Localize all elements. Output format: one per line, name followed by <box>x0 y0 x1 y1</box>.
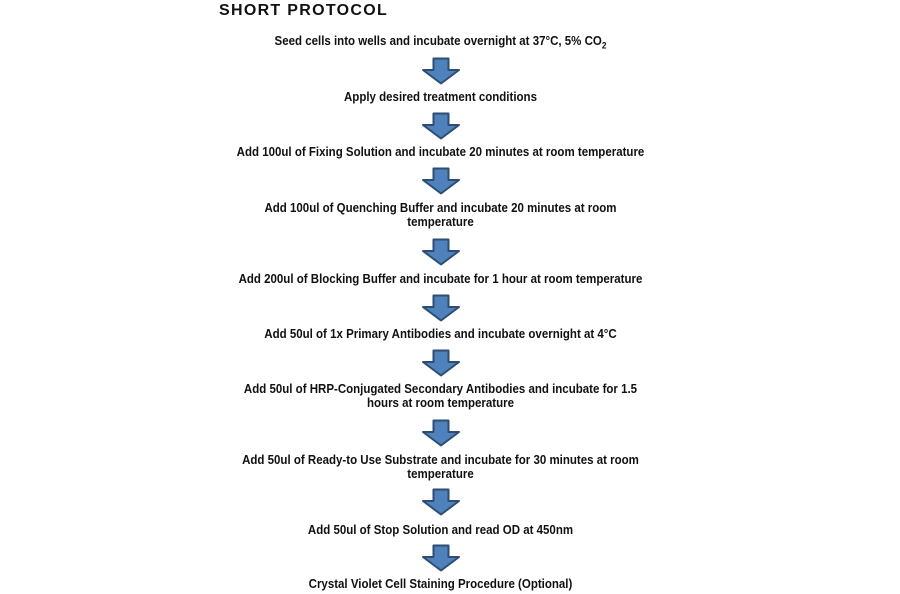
step-text: Add 50ul of HRP-Conjugated Secondary Antibodies and incubate for 1.5 <box>243 382 638 396</box>
protocol-step <box>35 90 846 104</box>
down-arrow-icon <box>0 167 881 195</box>
subscript-2: 2 <box>601 40 607 51</box>
down-arrow-icon <box>0 419 881 447</box>
step-text: Add 100ul of Quenching Buffer and incubate 20 minutes at room <box>264 201 617 215</box>
step-text: Add 50ul of Ready-to Use Substrate and incubate for 30 minutes at room <box>242 453 639 467</box>
protocol-step <box>35 327 846 341</box>
down-arrow-icon <box>0 488 881 516</box>
protocol-step <box>35 577 846 591</box>
down-arrow-icon <box>0 544 881 572</box>
protocol-step <box>35 272 846 286</box>
protocol-step <box>35 382 846 410</box>
protocol-step <box>35 453 846 481</box>
down-arrow-icon <box>0 112 881 140</box>
step-text: temperature <box>407 467 474 481</box>
down-arrow-icon <box>0 294 881 322</box>
down-arrow-icon <box>0 238 881 266</box>
step-text: temperature <box>407 215 474 229</box>
page-title: SHORT PROTOCOL <box>219 2 389 19</box>
step-text: Add 50ul of 1x Primary Antibodies and incubate overnight at 4°C <box>264 327 617 341</box>
protocol-step <box>35 34 846 51</box>
protocol-step <box>35 201 846 229</box>
protocol-step <box>35 145 846 159</box>
down-arrow-icon <box>0 349 881 377</box>
step-text: hours at room temperature <box>367 396 514 410</box>
step-text: Apply desired treatment conditions <box>344 90 537 104</box>
step-text: Add 50ul of Stop Solution and read OD at 450nm <box>307 523 574 537</box>
step-text: Seed cells into wells and incubate overnight at 37°C, 5% $CO_2$ <box>274 34 607 51</box>
protocol-step <box>35 523 846 537</box>
down-arrow-icon <box>0 57 881 85</box>
step-text: Crystal Violet Cell Staining Procedure (Optional) <box>308 577 573 591</box>
step-text: Add 100ul of Fixing Solution and incubate 20 minutes at room temperature <box>236 145 645 159</box>
step-text: Add 200ul of Blocking Buffer and incubate for 1 hour at room temperature <box>238 272 643 286</box>
